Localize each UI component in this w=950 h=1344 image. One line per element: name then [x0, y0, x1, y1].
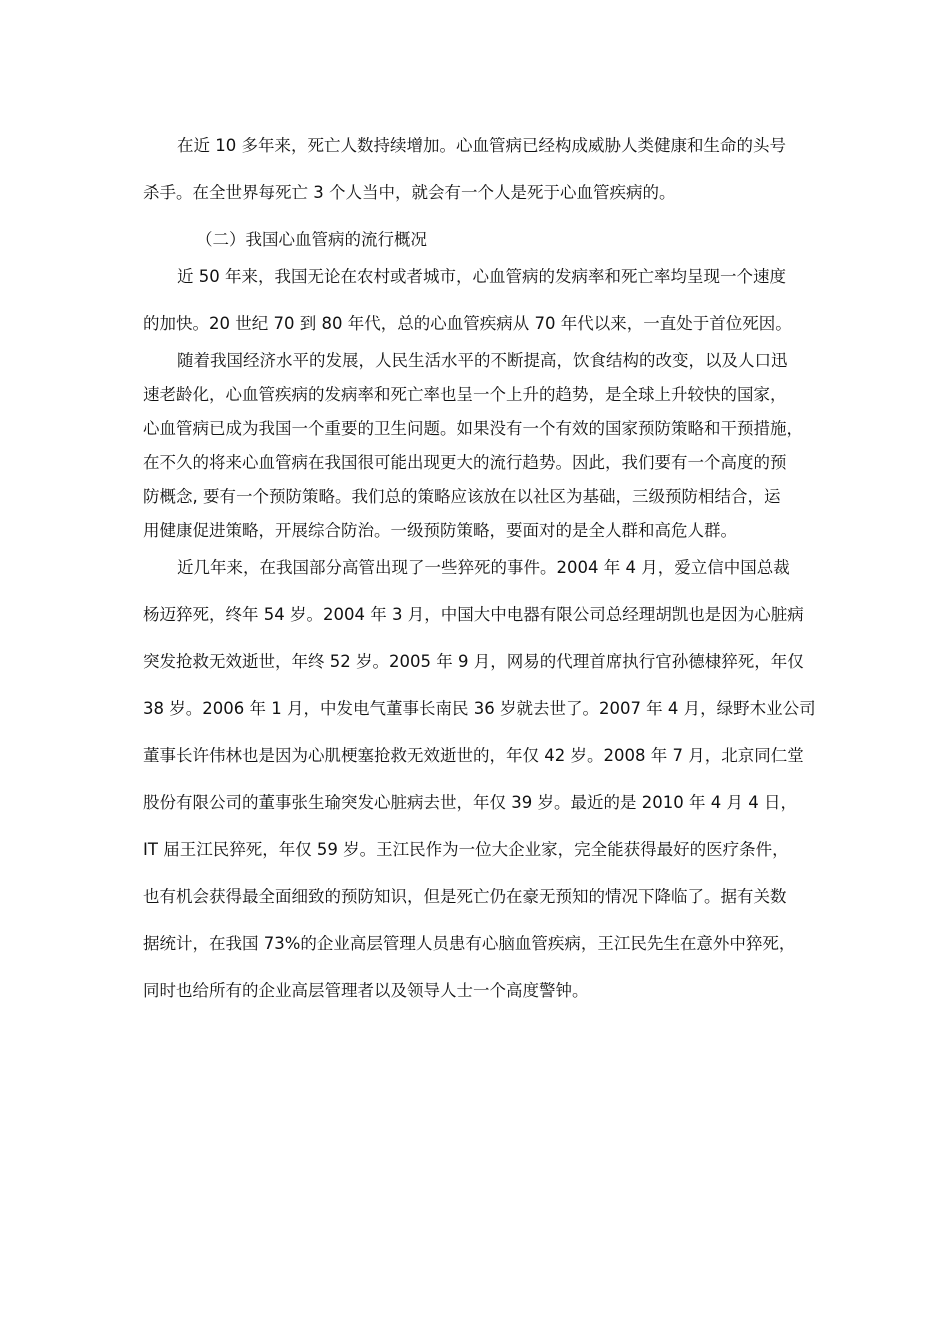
paragraph-1-line-1: 在近 10 多年来，死亡人数持续增加。心血管病已经构成威胁人类健康和生命的头号 — [177, 136, 786, 155]
paragraph-4-line-2: 杨迈猝死，终年 54 岁。2004 年 3 月，中国大中电器有限公司总经理胡凯也是因为心脏病 — [143, 605, 804, 624]
paragraph-1-line-2: 杀手。在全世界每死亡 3 个人当中，就会有一个人是死于心血管疾病的。 — [143, 183, 676, 202]
paragraph-4-line-10: 同时也给所有的企业高层管理者以及领导人士一个高度警钟。 — [143, 981, 589, 1000]
paragraph-4-line-1: 近几年来，在我国部分高管出现了一些猝死的事件。2004 年 4 月，爱立信中国总裁 — [177, 558, 790, 577]
paragraph-4-line-4: 38 岁。2006 年 1 月，中发电气董事长南民 36 岁就去世了。2007 年 4 月，绿野木业公司 — [143, 699, 816, 718]
paragraph-3-line-5: 防概念, 要有一个预防策略。我们总的策略应该放在以社区为基础，三级预防相结合，运 — [143, 487, 781, 506]
paragraph-4-line-3: 突发抢救无效逝世，年终 52 岁。2005 年 9 月，网易的代理首席执行官孙德棣猝死，年仅 — [143, 652, 804, 671]
paragraph-4-line-9: 据统计，在我国 73%的企业高层管理人员患有心脑血管疾病，王江民先生在意外中猝死， — [143, 934, 796, 953]
paragraph-3-line-2: 速老龄化，心血管疾病的发病率和死亡率也呈一个上升的趋势，是全球上升较快的国家， — [143, 385, 787, 404]
paragraph-4-line-8: 也有机会获得最全面细致的预防知识，但是死亡仍在豪无预知的情况下降临了。据有关数 — [143, 887, 787, 906]
paragraph-4-line-7: IT 届王江民猝死，年仅 59 岁。王江民作为一位大企业家，完全能获得最好的医疗条件， — [143, 840, 789, 859]
paragraph-4-line-5: 董事长许伟林也是因为心肌梗塞抢救无效逝世的，年仅 42 岁。2008 年 7 月，北京同仁堂 — [143, 746, 804, 765]
paragraph-2-line-2: 的加快。20 世纪 70 到 80 年代，总的心血管疾病从 70 年代以来，一直处于首位死因。 — [143, 314, 792, 333]
paragraph-2-line-1: 近 50 年来，我国无论在农村或者城市，心血管病的发病率和死亡率均呈现一个速度 — [177, 267, 786, 286]
document-body — [143, 129, 823, 1008]
paragraph-3-line-6: 用健康促进策略，开展综合防治。一级预防策略，要面对的是全人群和高危人群。 — [143, 521, 737, 540]
paragraph-4-line-6: 股份有限公司的董事张生瑜突发心脏病去世，年仅 39 岁。最近的是 2010 年 4 月 4 日， — [143, 793, 797, 812]
paragraph-3-line-4: 在不久的将来心血管病在我国很可能出现更大的流行趋势。因此，我们要有一个高度的预 — [143, 453, 787, 472]
paragraph-3-line-1: 随着我国经济水平的发展，人民生活水平的不断提高，饮食结构的改变，以及人口迅 — [177, 351, 788, 370]
paragraph-3-line-3: 心血管病已成为我国一个重要的卫生问题。如果没有一个有效的国家预防策略和干预措施， — [143, 419, 803, 438]
section-heading: （二）我国心血管病的流行概况 — [196, 230, 427, 249]
